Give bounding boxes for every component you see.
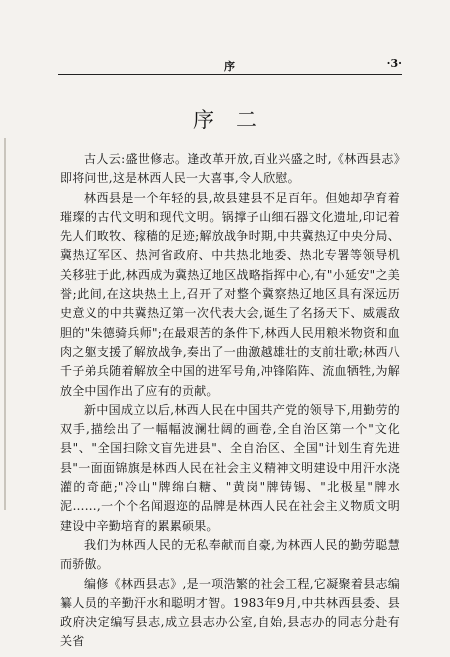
body-text [60,150,400,652]
paragraph: 编修《林西县志》,是一项浩繁的社会工程,它凝聚着县志编纂人员的辛勤汗水和聪明才智。1983年9月,中共林西县委、县政府决定编写县志,成立县志办公室,自始,县志办的同志分赴有关省 [60,576,400,649]
page-number: ·3· [386,57,402,70]
paragraph: 林西县是一个年轻的县,故县建县不足百年。但她却孕育着璀璨的古代文明和现代文明。锅撑子山细石器文化遗址,印记着先人们畋牧、稼穑的足迹;解放战争时期,中共冀热辽中央分局、冀热辽军区、热河省政府、中共热北地委、热北专署等领导机关移驻于此,林西成为冀热辽地区战略指挥中心,有"小延安"之美誉;此间,在这块热土上,召开了对整个冀察热辽地区具有深远历史意义的中共冀热辽第一次代表大会,诞生了名扬天下、威震敌胆的"朱德骑兵师";在最艰苦的条件下,林西人民用粮米物资和血肉之躯支援了解放战争,奏出了一曲激越雄壮的支前壮歌;林西八千子弟兵随着解放全中国的进军号角,冲锋陷阵、流血牺牲,为解放全中国作出了应有的贡献。 [60,190,400,398]
paragraph: 我们为林西人民的无私奉献而自豪,为林西人民的勤劳聪慧而骄傲。 [60,537,400,572]
running-head [58,58,402,72]
section-heading: 序二 [193,108,279,132]
paragraph: 新中国成立以后,林西人民在中国共产党的领导下,用勤劳的双手,描绘出了一幅幅波澜壮阔的画卷,全自治区第一个"文化县"、"全国扫除文盲先进县"、全自治区、全国"计划生育先进县"一面面锦旗是林西人民在社会主义精神文明建设中用汗水浇灌的奇葩;"冷山"牌绵白糖、"黄岗"牌铸锡、"北极星"牌水泥……,一个个名闻遐迩的品牌是林西人民在社会主义物质文明建设中辛勤培育的累累硕果。 [60,402,400,533]
header-rule [58,74,402,75]
running-title: 序 [224,60,236,73]
paragraph: 古人云:盛世修志。逢改革开放,百业兴盛之时,《林西县志》即将问世,这是林西人民一大喜事,令人欣慰。 [60,152,400,186]
scan-edge-mark [4,138,6,510]
